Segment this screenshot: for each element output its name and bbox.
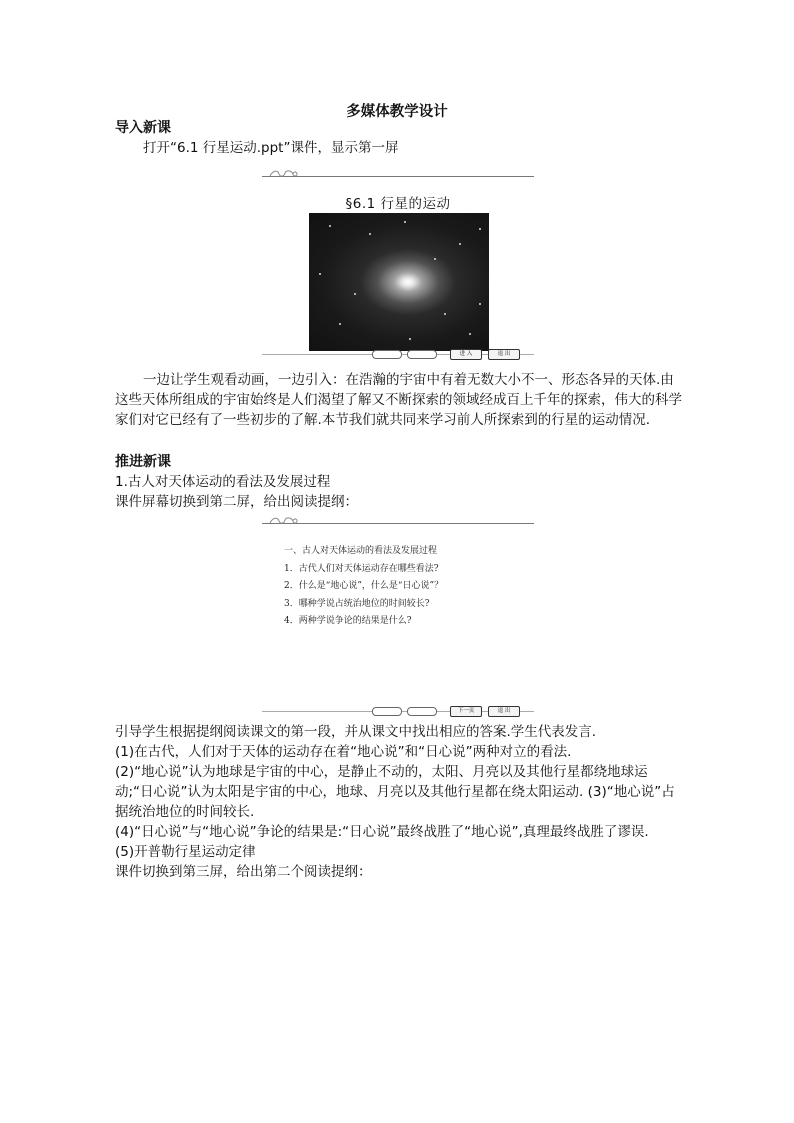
slide-top-rule bbox=[262, 176, 534, 177]
outline-line: 一、古人对天体运动的看法及发展过程 bbox=[284, 546, 438, 556]
intro-line: 打开“6.1 行星运动.ppt”课件，显示第一屏 bbox=[143, 140, 399, 156]
answer-5: (5)开普勒行星运动定律 bbox=[115, 844, 256, 860]
last-line: 课件切换到第三屏，给出第二个阅读提纲： bbox=[115, 864, 372, 880]
enter-button[interactable]: 进 入 bbox=[450, 349, 482, 360]
next-page-button[interactable]: 下一页 bbox=[450, 706, 482, 717]
advance-section bbox=[115, 452, 685, 512]
advance-heading: 推进新课 bbox=[115, 454, 171, 470]
slide-1-heading: §6.1 行星的运动 bbox=[345, 196, 451, 212]
guide-line: 引导学生根据提纲阅读课文的第一段，并从课文中找出相应的答案.学生代表发言. bbox=[115, 724, 597, 740]
document-title: 多媒体教学设计 bbox=[346, 104, 448, 120]
intro-section bbox=[115, 118, 685, 158]
outline-line: 4．两种学说争论的结果是什么? bbox=[284, 616, 412, 626]
answers-section bbox=[115, 722, 685, 882]
slide-2-frame bbox=[262, 523, 534, 719]
intro-paragraph: 一边让学生观看动画，一边引入：在浩瀚的宇宙中有着无数大小不一、形态各异的天体.由这些天体所组成的宇宙始终是人们渴望了解又不断探索的领域经成百上千年的探索，伟大的科学家们对它已经有了一些初步的了解.本节我们就共同来学习前人所探索到的行星的运动情况. bbox=[115, 372, 682, 428]
outline-line: 3．哪种学说占统治地位的时间较长? bbox=[284, 598, 430, 609]
answer-1: (1)在古代，人们对于天体的运动存在着“地心说”和“日心说”两种对立的看法. bbox=[115, 744, 572, 760]
reading-outline bbox=[284, 543, 524, 631]
section-1-title: 1.古人对天体运动的看法及发展过程 bbox=[115, 474, 331, 490]
swirl-ornament-icon bbox=[268, 516, 298, 526]
slide-1-frame bbox=[262, 176, 534, 362]
swirl-ornament-icon bbox=[268, 169, 298, 179]
intro-heading: 导入新课 bbox=[115, 120, 171, 136]
slide-top-rule bbox=[262, 523, 534, 524]
outline-line: 1．古代人们对天体运动存在哪些看法? bbox=[284, 563, 439, 574]
section-1-intro: 课件屏幕切换到第二屏，给出阅读提纲： bbox=[115, 494, 358, 510]
slide-1-navbar bbox=[262, 348, 534, 360]
exit-button[interactable]: 退 出 bbox=[488, 706, 520, 717]
outline-line: 2．什么是“地心说”，什么是“日心说”？ bbox=[284, 581, 444, 591]
galaxy-image bbox=[309, 213, 489, 351]
slide-2-navbar bbox=[262, 705, 534, 717]
answer-2: (2)“地心说”认为地球是宇宙的中心，是静止不动的，太阳、月亮以及其他行星都绕地球运动;“日心说”认为太阳是宇宙的中心，地球、月亮以及其他行星都在绕太阳运动. (3)“地心说”占据统治地位的时间较长. bbox=[115, 764, 675, 820]
answer-4: (4)“日心说”与“地心说”争论的结果是:“日心说”最终战胜了“地心说”,真理最终战胜了谬误. bbox=[115, 824, 649, 840]
exit-button[interactable]: 退 出 bbox=[488, 349, 520, 360]
